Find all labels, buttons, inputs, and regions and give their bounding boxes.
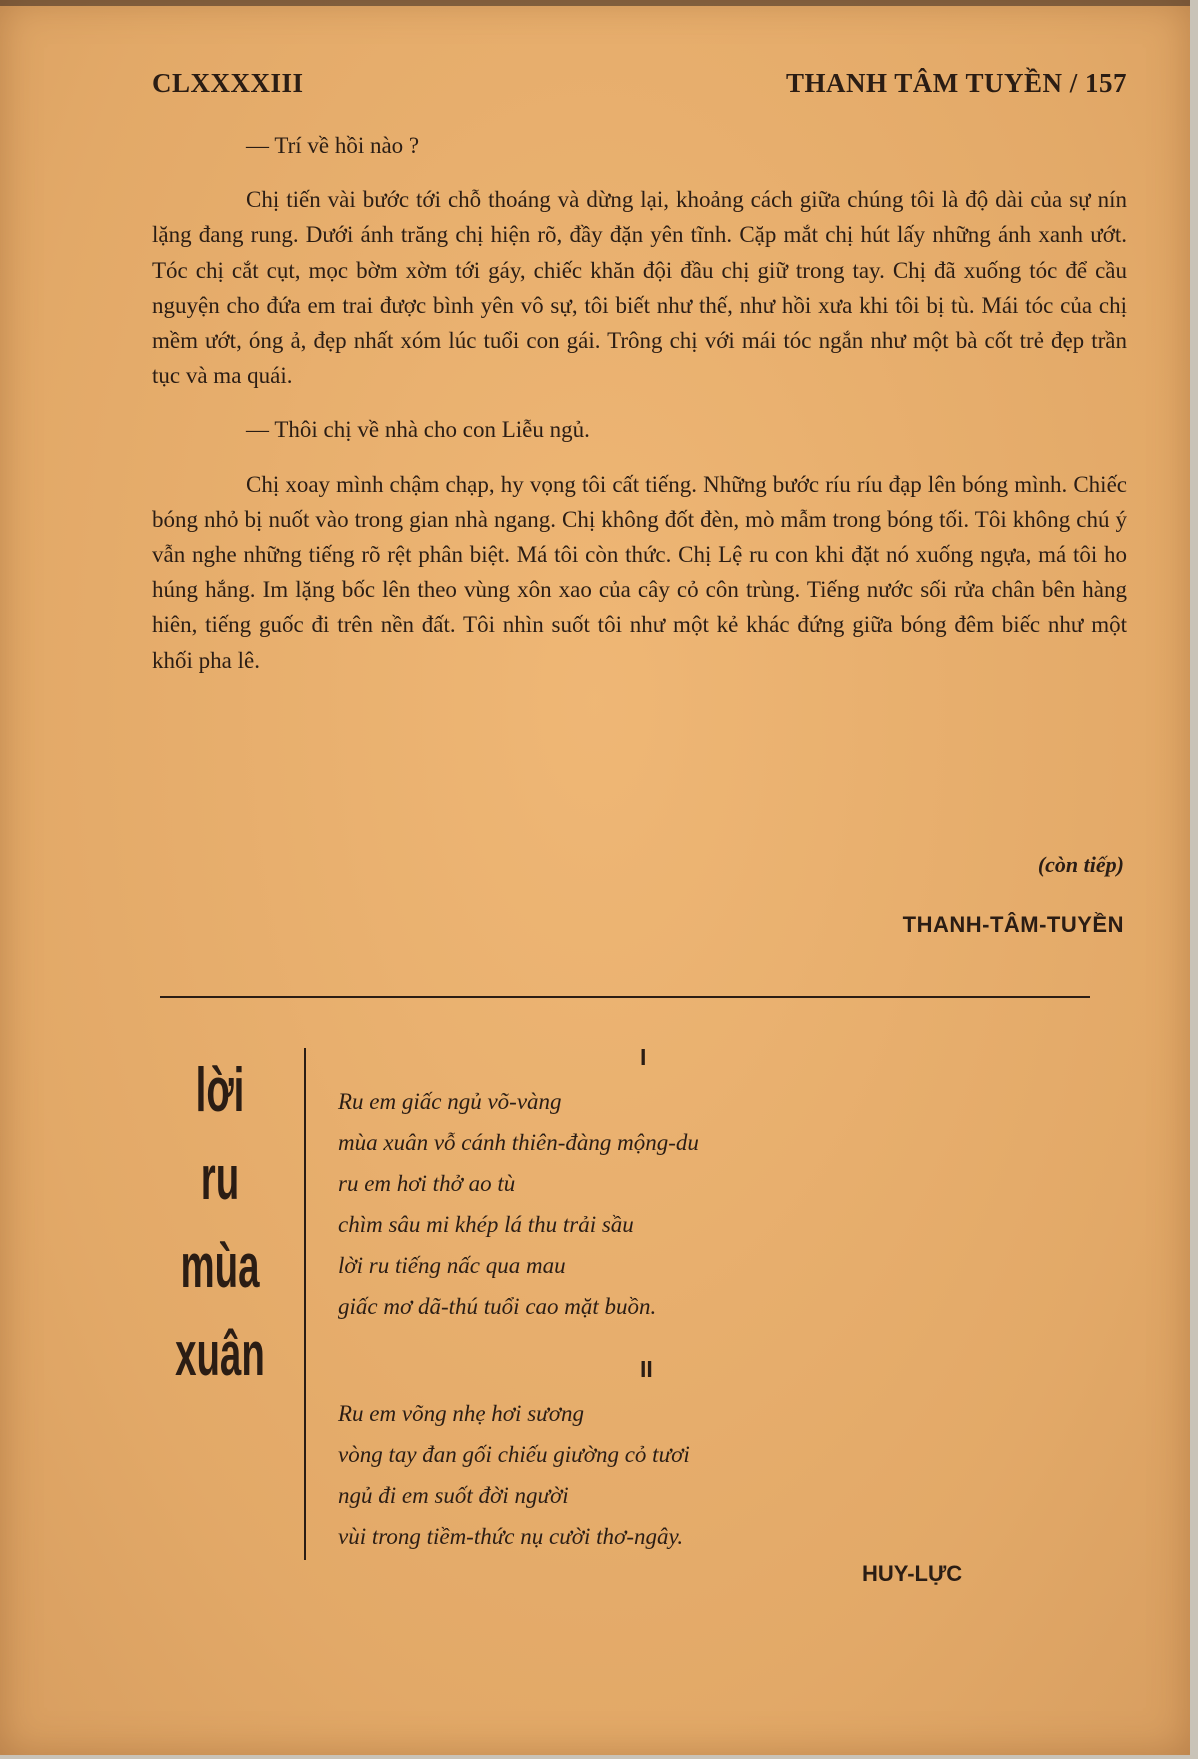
- poem-line: ru em hơi thở ao tù: [338, 1171, 516, 1196]
- poem-line: Ru em võng nhẹ hơi sương: [338, 1401, 584, 1426]
- story-text: [152, 128, 1127, 678]
- poem-title-divider: [304, 1048, 306, 1560]
- running-title: THANH TÂM TUYỀN / 157: [785, 68, 1127, 98]
- page-header: [152, 68, 1127, 108]
- poem-stanza-2: [338, 1393, 958, 1557]
- poem-line: mùa xuân vỗ cánh thiên-đàng mộng-du: [338, 1130, 699, 1155]
- poem-part-number: II: [640, 1356, 653, 1382]
- poem-title-word: ru: [200, 1144, 240, 1213]
- poem-line: Ru em giấc ngủ võ-vàng: [338, 1089, 562, 1114]
- poem-title-word: mùa: [180, 1232, 260, 1301]
- section-divider: [160, 996, 1090, 998]
- poem-part-number: I: [640, 1044, 647, 1070]
- poem-author-signature: HUY-LỰC: [862, 1561, 963, 1586]
- prose-author-signature: THANH-TÂM-TUYỀN: [902, 912, 1124, 937]
- poem-line: ngủ đi em suốt đời người: [338, 1483, 569, 1508]
- prose-paragraph: Chị tiến vài bước tới chỗ thoáng và dừng lại, khoảng cách giữa chúng tôi là độ dài của sự nín lặng đang rung. Dưới ánh trăng chị hiện rõ, đầy đặn yên tĩnh. Cặp mắt chị hút lấy những ánh xanh ướt. Tóc chị cắt cụt, mọc bờm xờm tới gáy, chiếc khăn đội đầu chị giữ trong tay. Chị đã xuống tóc để cầu nguyện cho đứa em trai được bình yên vô sự, tôi biết như thế, như hồi xưa khi tôi bị tù. Mái tóc của chị mềm ướt, óng ả, đẹp nhất xóm lúc tuổi con gái. Trông chị với mái tóc ngắn như một bà cốt trẻ đẹp trần tục và ma quái.: [152, 187, 1127, 389]
- continued-note: (còn tiếp): [1037, 852, 1124, 877]
- poem-line: lời ru tiếng nấc qua mau: [338, 1253, 566, 1278]
- poem-line: vùi trong tiềm-thức nụ cười thơ-ngây.: [338, 1524, 684, 1549]
- poem-line: giấc mơ dã-thú tuổi cao mặt buồn.: [338, 1294, 657, 1319]
- roman-numeral: CLXXXXIII: [152, 68, 304, 98]
- poem-line: vòng tay đan gối chiếu giường cỏ tươi: [338, 1442, 690, 1467]
- poem-stanza-1: [338, 1081, 958, 1327]
- prose-paragraph: — Thôi chị về nhà cho con Liễu ngủ.: [246, 417, 590, 443]
- poem-line: chìm sâu mi khép lá thu trải sầu: [338, 1212, 634, 1237]
- poem-title-word: xuân: [175, 1320, 265, 1389]
- poem-title-word: lời: [195, 1056, 245, 1125]
- prose-paragraph: — Trí về hồi nào ?: [246, 133, 420, 158]
- prose-paragraph: Chị xoay mình chậm chạp, hy vọng tôi cất tiếng. Những bước ríu ríu đạp lên bóng mình. Chiếc bóng nhỏ bị nuốt vào trong gian nhà ngang. Chị không đốt đèn, mò mẫm trong bóng tối. Tôi không chú ý vẫn nghe những tiếng rõ rệt phân biệt. Má tôi còn thức. Chị Lệ ru con khi đặt nó xuống ngựa, má tôi ho húng hắng. Im lặng bốc lên theo vùng xôn xao của cây cỏ côn trùng. Tiếng nước sối rửa chân bên hàng hiên, tiếng guốc đi trên nền đất. Tôi nhìn suốt tôi như một kẻ khác đứng giữa bóng đêm biếc như một khối pha lê.: [152, 471, 1127, 673]
